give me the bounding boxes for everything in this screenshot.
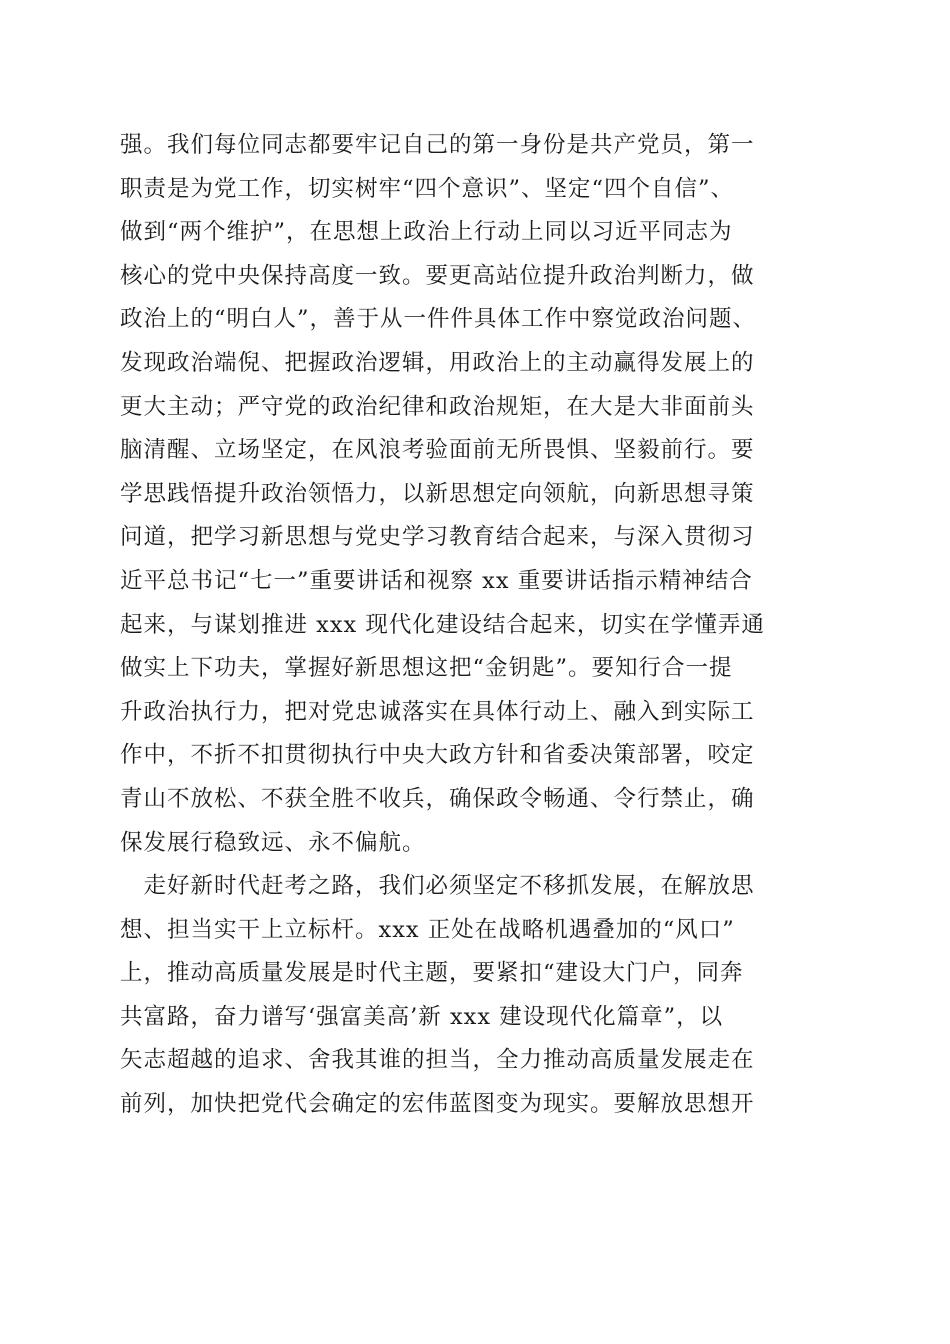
- text-line: 共富路，奋力谱写‘强富美高’新 xxx 建设现代化篇章”，以: [120, 1003, 724, 1030]
- text-line: 职责是为党工作，切实树牢“四个意识”、坚定“四个自信”、: [120, 175, 735, 202]
- text-line: 矢志超越的追求、舍我其谁的担当，全力推动高质量发展走在: [120, 1047, 755, 1074]
- text-line: 青山不放松、不获全胜不收兵，确保政令畅通、令行禁止，确: [120, 785, 755, 812]
- text-line: 政治上的“明白人”，善于从一件件具体工作中察觉政治问题、: [120, 306, 757, 333]
- text-line: 做实上下功夫，掌握好新思想这把“金钥匙”。要知行合一提: [120, 655, 733, 682]
- text-line: 保发展行稳致远、永不偏航。: [120, 829, 426, 856]
- text-line: 升政治执行力，把对党忠诚落实在具体行动上、融入到实际工: [120, 698, 755, 725]
- text-line: 上，推动高质量发展是时代主题，要紧扣“建设大门户，同奔: [120, 960, 744, 987]
- text-line: 做到“两个维护”，在思想上政治上行动上同以习近平同志为: [120, 219, 733, 246]
- body-text: [120, 124, 840, 1127]
- text-line: 发现政治端倪、把握政治逻辑，用政治上的主动赢得发展上的: [120, 349, 755, 376]
- text-line: 强。我们每位同志都要牢记自己的第一身份是共产党员，第一: [120, 132, 755, 158]
- text-line: 前列，加快把党代会确定的宏伟蓝图变为现实。要解放思想开: [120, 1091, 755, 1118]
- text-line: 核心的党中央保持高度一致。要更高站位提升政治判断力，做: [120, 262, 755, 289]
- text-line: 想、担当实干上立标杆。xxx 正处在战略机遇叠加的“风口”: [120, 916, 735, 943]
- text-line: 学思践悟提升政治领悟力，以新思想定向领航，向新思想寻策: [120, 480, 755, 507]
- text-line: 近平总书记“七一”重要讲话和视察 xx 重要讲话指示精神结合: [120, 567, 753, 594]
- text-line: 脑清醒、立场坚定，在风浪考验面前无所畏惧、坚毅前行。要: [120, 437, 755, 464]
- text-line: 作中，不折不扣贯彻执行中央大政方针和省委决策部署，咬定: [120, 742, 755, 769]
- text-line: 起来，与谋划推进 xxx 现代化建设结合起来，切实在学懂弄通: [120, 611, 765, 638]
- text-line: 更大主动；严守党的政治纪律和政治规矩，在大是大非面前头: [120, 393, 755, 420]
- paragraph-start-line: 走好新时代赶考之路，我们必须坚定不移抓发展，在解放思: [120, 873, 755, 900]
- text-line: 问道，把学习新思想与党史学习教育结合起来，与深入贯彻习: [120, 524, 755, 551]
